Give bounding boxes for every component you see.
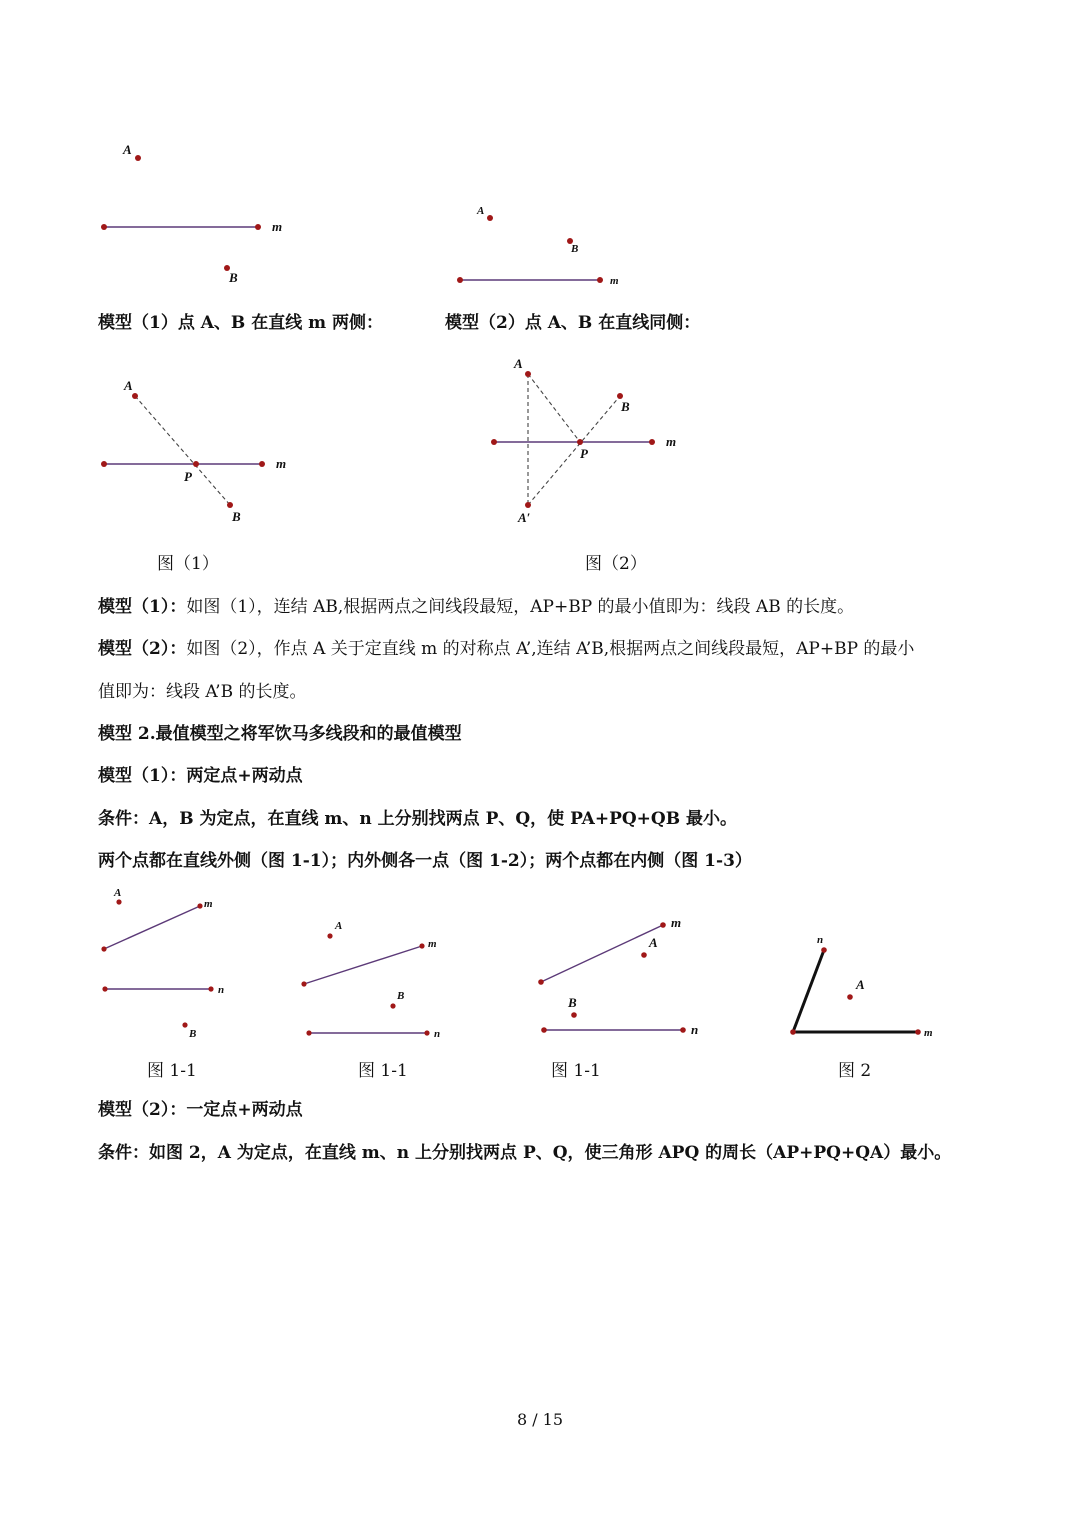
paragraph-model2 [98,634,914,659]
figure-1-1-a [90,885,240,1045]
label-m: m [272,219,283,234]
label-B: B [568,995,577,1010]
point-B [390,1003,395,1008]
point-A [116,899,121,904]
line-m-end-right [197,903,202,908]
figure-2-angle [780,925,950,1045]
condition-2: 条件：如图 2，A 为定点，在直线 m、n 上分别找两点 P、Q，使三角形 APQ 的周长（AP+PQ+QA）最小。 [98,1143,952,1163]
point-A [132,393,138,399]
label-m: m [276,456,287,471]
label-n: n [434,1028,441,1040]
line-m [304,946,422,984]
figure-2-caption: 图（2） [585,554,647,574]
label-A-prime: A′ [518,510,531,525]
figure-1-1-a-caption: 图 1-1 [147,1061,197,1081]
line-m-end-right [597,277,603,283]
line-m-end-left [101,946,106,951]
figure-1-1-b-caption: 图 1-1 [358,1061,408,1081]
point-A [847,994,853,1000]
line-m-end-left [101,224,107,230]
point-P [577,439,583,445]
line-m-end-left [538,979,544,985]
paragraph-model2-body: 如图（2），作点 A 关于定直线 m 的对称点 A’,连结 A’B,根据两点之间线段最短，AP+BP 的最小 [186,639,915,659]
segment-AB [135,396,230,505]
label-A: A [514,356,523,371]
ray-m-end [915,1029,921,1035]
condition-1: 条件：A，B 为定点，在直线 m、n 上分别找两点 P、Q，使 PA+PQ+QB 最小。 [98,809,738,829]
point-A [641,952,647,958]
label-m: m [610,275,619,287]
label-m: m [204,898,213,910]
label-P: P [580,446,588,461]
point-A [487,215,493,221]
cases-description: 两个点都在直线外侧（图 1-1）；内外侧各一点（图 1-2）；两个点都在内侧（图 1-3） [98,851,752,871]
model1-caption: 模型（1）点 A、B 在直线 m 两侧： [98,313,384,333]
label-n: n [817,934,824,946]
figure-model2-top [440,195,660,295]
label-A: A [477,205,485,217]
label-n: n [691,1022,699,1037]
line-n-end-right [208,986,213,991]
line-m-end-right [259,461,265,467]
point-A [135,155,141,161]
ray-n [793,950,824,1032]
paragraph-model1 [98,592,854,617]
figure-1-caption: 图（1） [157,554,219,574]
point-A [327,933,332,938]
figure-2-caption-bottom: 图 2 [838,1061,872,1081]
label-A: A [123,142,132,157]
label-B: B [232,509,241,524]
label-B: B [397,990,405,1002]
figure-2 [480,350,700,535]
line-m-end-right [660,922,666,928]
heading-model2: 模型 2.最值模型之将军饮马多线段和的最值模型 [98,724,462,744]
label-m: m [428,938,437,950]
segment-AP [528,374,580,442]
label-A: A [124,378,133,393]
label-m: m [666,434,677,449]
line-m-end-right [255,224,261,230]
point-B [182,1022,187,1027]
line-n-end-left [306,1030,311,1035]
page-number: 8 / 15 [516,1410,564,1429]
label-B: B [571,243,579,255]
figure-1-1-c [525,905,715,1045]
label-B: B [621,399,630,414]
paragraph-model2-head: 模型（2）： [98,639,187,659]
line-m [104,906,200,949]
paragraph-model1-body: 如图（1），连结 AB,根据两点之间线段最短，AP+BP 的最小值即为：线段 AB 的长度。 [186,597,855,617]
label-A: A [856,977,865,992]
heading-model2-2: 模型（2）：一定点+两动点 [98,1100,303,1120]
line-m-end-left [301,981,306,986]
label-m: m [924,1027,933,1039]
point-B [571,1012,577,1018]
point-A [525,371,531,377]
label-A: A [649,935,658,950]
figure-1-1-c-caption: 图 1-1 [551,1061,601,1081]
vertex [790,1029,796,1035]
line-n-end-left [541,1027,547,1033]
label-B: B [229,270,238,285]
label-P: P [184,469,192,484]
label-m: m [671,915,682,930]
label-B: B [189,1028,197,1040]
figure-model1-top [90,135,310,295]
line-n-end-right [680,1027,686,1033]
label-A: A [114,887,122,899]
line-n-end-right [424,1030,429,1035]
paragraph-model2-cont: 值即为：线段 A’B 的长度。 [98,682,307,702]
point-B [227,502,233,508]
figure-1 [90,370,310,530]
line-m-end-right [649,439,655,445]
line-m-end-left [491,439,497,445]
line-n-end-left [102,986,107,991]
point-A-prime [525,502,531,508]
model2-caption: 模型（2）点 A、B 在直线同侧： [445,313,701,333]
label-A: A [335,920,343,932]
ray-n-end [821,947,827,953]
paragraph-model1-head: 模型（1）： [98,597,187,617]
line-m-end-left [101,461,107,467]
figure-1-1-b [290,905,460,1045]
line-m-end-right [419,943,424,948]
line-m-end-left [457,277,463,283]
heading-model2-1: 模型（1）：两定点+两动点 [98,766,303,786]
segment-A-prime-B [528,396,620,505]
point-P [193,461,199,467]
label-n: n [218,984,225,996]
